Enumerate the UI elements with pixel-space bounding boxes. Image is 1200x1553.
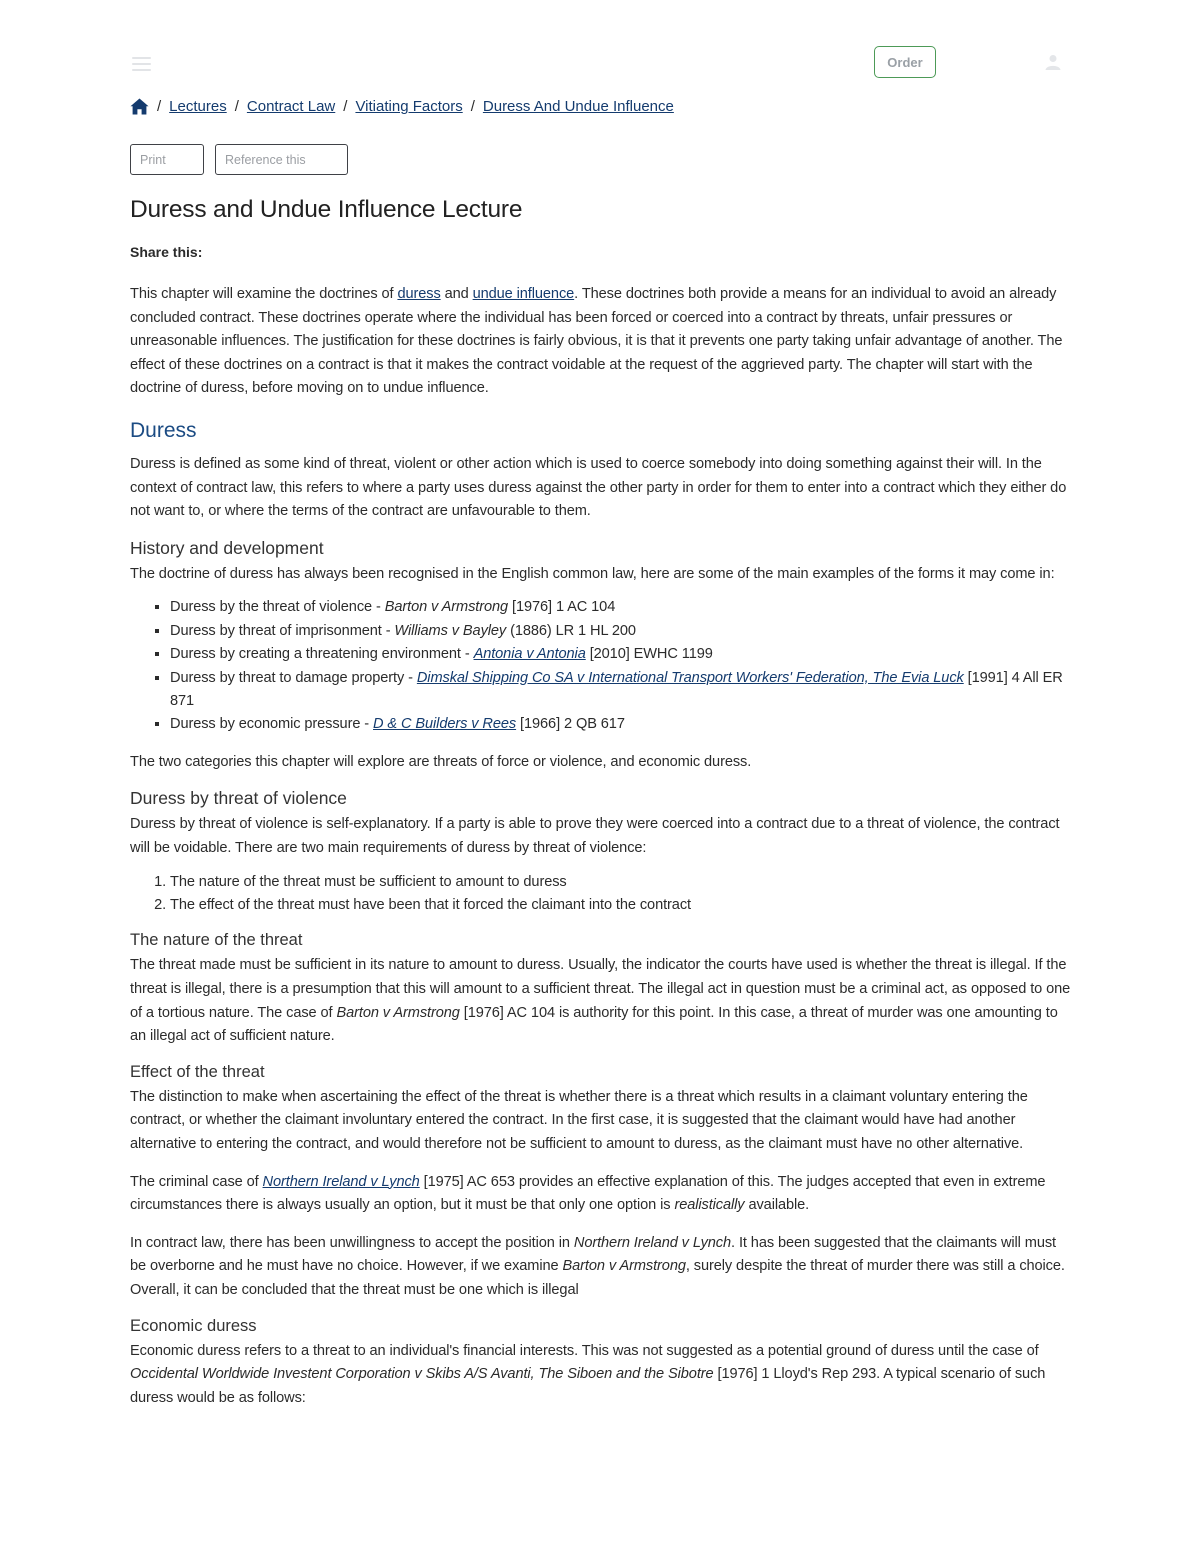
duress-forms-list <box>130 596 1075 736</box>
economic-heading: Economic duress <box>130 1316 257 1335</box>
history-intro: The doctrine of duress has always been recognised in the English common law, here are some of the main examples of the forms it may come in: <box>130 565 1055 582</box>
nature-paragraph: The threat made must be sufficient in its nature to amount to duress. Usually, the indicator the courts have used is whether the threat is illegal. If the threat is illegal, there is a presumption that this will amount to a sufficient threat. The illegal act in question must be a criminal act, as opposed to one of a tortious nature. The case of Barton v Armstrong [1976] AC 104 is authority for this point. In this case, a threat of murder was one amounting to an illegal act of sufficient nature. <box>130 957 1071 1045</box>
breadcrumb-vitiating-factors[interactable]: Vitiating Factors <box>355 98 463 115</box>
list-item: ▪ Duress by economic pressure - D & C Builders v Rees [1966] 2 QB 617 <box>170 713 1075 736</box>
breadcrumb-separator: / <box>157 98 162 115</box>
case-name: Northern Ireland v Lynch <box>573 1234 732 1251</box>
violence-heading: Duress by threat of violence <box>130 788 347 809</box>
top-navigation <box>130 44 1070 84</box>
breadcrumb-separator: / <box>234 98 239 115</box>
requirements-list <box>130 871 1075 918</box>
economic-paragraph: Economic duress refers to a threat to an individual's financial interests. This was not suggested as a potential ground of duress until the case of Occidental Worldwide Investent Corporation v Skibs A/S Avanti, The Siboen and the Sibotre [1976] 1 Lloyd's Rep 293. A typical scenario of such duress would be as follows: <box>130 1342 1046 1406</box>
nature-heading: The nature of the threat <box>130 931 303 950</box>
case-link[interactable]: Northern Ireland v Lynch <box>262 1173 420 1190</box>
article-content <box>130 196 1075 1424</box>
list-item: 1. The nature of the threat must be sufficient to amount to duress <box>170 871 1075 894</box>
case-name: Occidental Worldwide Investent Corporation v Skibs A/S Avanti, The Siboen and the Sibotre <box>130 1366 714 1383</box>
list-item: 2. The effect of the threat must have been that it forced the claimant into the contract <box>170 894 1075 917</box>
case-link[interactable]: Dimskal Shipping Co SA v International Transport Workers' Federation, The Evia Luck <box>416 669 964 686</box>
list-item: ▪ Duress by threat to damage property - Dimskal Shipping Co SA v International Transport Workers' Federation, The Evia Luck [1991] 4 All ER 871 <box>170 667 1075 714</box>
effect-heading: Effect of the threat <box>130 1062 265 1081</box>
case-name: Williams v Bayley <box>394 622 507 639</box>
intro-paragraph: This chapter will examine the doctrines of duress and undue influence. These doctrines both provide a means for an individual to avoid an already concluded contract. These doctrines operate where the individual has been forced or coerced into a contract by threats, unfair pressures or unreasonable influences. The justification for these doctrines is fairly obvious, it is that it prevents one party taking unfair advantage of another. The effect of these doctrines on a contract is that it makes the contract voidable at the request of the aggrieved party. The chapter will start with the doctrine of duress, before moving on to undue influence. <box>130 286 1063 397</box>
breadcrumb-separator: / <box>343 98 348 115</box>
violence-intro: Duress by threat of violence is self-explanatory. If a party is able to prove they were coerced into a contract due to a threat of violence, the contract will be voidable. There are two main requirements of duress by threat of violence: <box>130 816 1060 856</box>
history-heading: History and development <box>130 537 324 558</box>
breadcrumb-duress-and-undue-influence[interactable]: Duress And Undue Influence <box>482 98 674 115</box>
article-actions <box>130 144 348 175</box>
list-item: ▪ Duress by the threat of violence - Barton v Armstrong [1976] 1 AC 104 <box>170 596 1075 619</box>
page-title: Duress and Undue Influence Lecture <box>130 196 523 223</box>
order-button[interactable]: Order <box>874 46 936 78</box>
breadcrumb-separator: / <box>470 98 475 115</box>
duress-heading: Duress <box>130 418 197 442</box>
case-name: Barton v Armstrong <box>336 1004 460 1021</box>
case-link[interactable]: D & C Builders v Rees <box>373 716 517 733</box>
user-account-icon[interactable] <box>1044 53 1062 71</box>
breadcrumb-contract-law[interactable]: Contract Law <box>246 98 336 115</box>
share-label: Share this: <box>130 244 203 260</box>
hamburger-menu-icon[interactable] <box>132 57 151 71</box>
effect-paragraph-3: In contract law, there has been unwillingness to accept the position in Northern Ireland v Lynch. It has been suggested that the claimants will must be overborne and he must have no choice. However, if we examine Barton v Armstrong, surely despite the threat of murder there was still a choice. Overall, it can be concluded that the threat must be one which is illegal <box>130 1234 1065 1298</box>
duress-link[interactable]: duress <box>397 286 441 302</box>
effect-paragraph-2: The criminal case of Northern Ireland v Lynch [1975] AC 653 provides an effective explanation of this. The judges accepted that even in extreme circumstances there is always usually an option, but it must be that only one option is realistically available. <box>130 1173 1046 1214</box>
case-name: Barton v Armstrong <box>384 599 509 616</box>
effect-paragraph-1: The distinction to make when ascertaining the effect of the threat is whether there is a threat which results in a claimant voluntary entering the contract, or whether the claimant involuntary entered the contract. In the first case, it is suggested that the claimant would have had another alternative to entering the contract, and would therefore not be sufficient to amount to duress, as the claimant must have no other alternative. <box>130 1088 1028 1152</box>
reference-this-button[interactable]: Reference this <box>215 144 348 175</box>
list-item: ▪ Duress by threat of imprisonment - Williams v Bayley (1886) LR 1 HL 200 <box>170 620 1075 643</box>
emphasis: realistically <box>674 1197 745 1214</box>
breadcrumb <box>130 98 674 115</box>
case-name: Barton v Armstrong <box>562 1258 686 1275</box>
print-button[interactable]: Print <box>130 144 204 175</box>
home-icon[interactable] <box>130 98 149 115</box>
case-link[interactable]: Antonia v Antonia <box>473 646 586 663</box>
undue-influence-link[interactable]: undue influence <box>472 286 575 302</box>
history-outro: The two categories this chapter will explore are threats of force or violence, and economic duress. <box>130 753 752 770</box>
breadcrumb-lectures[interactable]: Lectures <box>169 98 227 115</box>
list-item: ▪ Duress by creating a threatening environment - Antonia v Antonia [2010] EWHC 1199 <box>170 643 1075 666</box>
duress-definition: Duress is defined as some kind of threat, violent or other action which is used to coerce somebody into doing something against their will. In the context of contract law, this refers to where a party uses duress against the other party in order for them to enter into a contract which they either do not want to, or where the terms of the contract are unfavourable to them. <box>130 455 1067 520</box>
